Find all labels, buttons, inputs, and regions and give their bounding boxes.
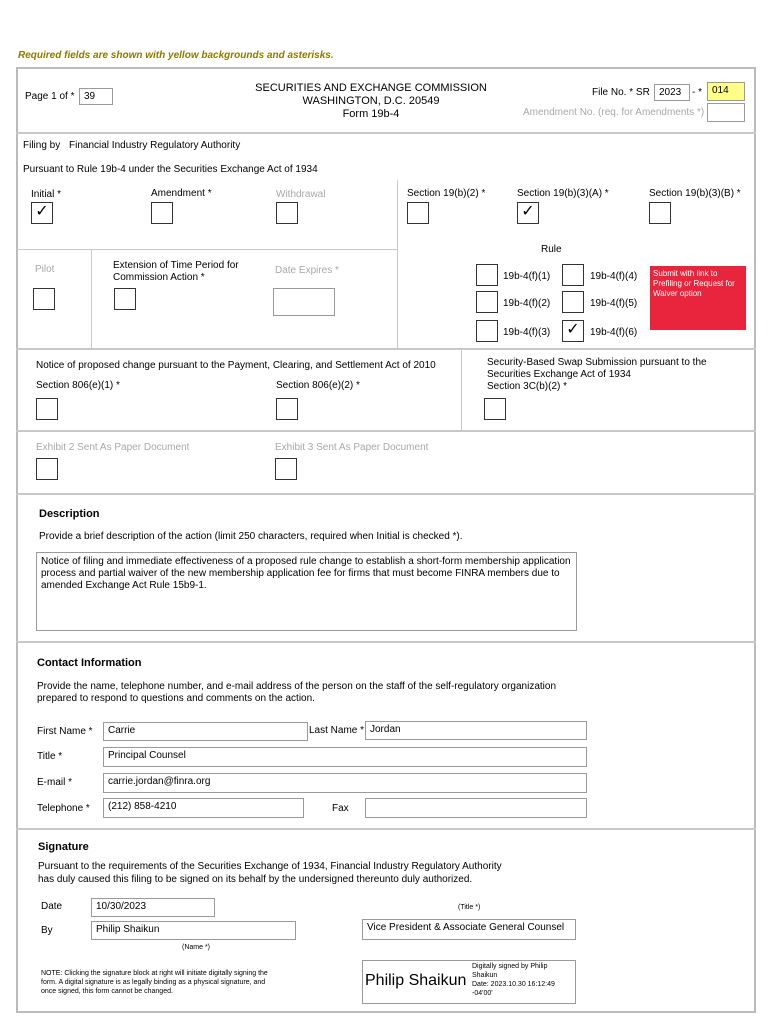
description-textarea[interactable]: [36, 552, 577, 631]
rule-f4-label: 19b-4(f)(4): [590, 271, 638, 282]
pilot-label: Pilot: [35, 264, 55, 275]
title-caption: (Title *): [458, 904, 481, 911]
signature-note-3: once signed, this form cannot be changed.: [41, 988, 173, 995]
rule-f2-label: 19b-4(f)(2): [503, 298, 551, 309]
exhibit-2-label: Exhibit 2 Sent As Paper Document: [36, 442, 190, 453]
contact-title: Contact Information: [37, 657, 142, 669]
signature-note-2: form. A digital signature is as legally binding as a physical signature, and: [41, 979, 266, 986]
rule-f5-checkbox[interactable]: [562, 291, 584, 313]
swap-label-3: Section 3C(b)(2) *: [487, 381, 568, 392]
fax-label: Fax: [332, 803, 349, 814]
description-title: Description: [39, 508, 100, 520]
rule-f3-checkbox[interactable]: [476, 320, 498, 342]
initial-checkbox[interactable]: ✓: [31, 202, 53, 224]
signature-text-2: has duly caused this filing to be signed on its behalf by the undersigned thereunto duly authorized.: [38, 874, 473, 885]
contact-instruction-1: Provide the name, telephone number, and e-mail address of the person on the staff of the self-regulatory organization: [37, 681, 557, 692]
amendment-check-label: Amendment *: [151, 188, 212, 199]
withdrawal-label: Withdrawal: [276, 189, 326, 200]
contact-instruction-2: prepared to respond to questions and comments on the action.: [37, 693, 315, 704]
date-label: Date: [41, 901, 63, 912]
signature-detail: Shaikun: [472, 972, 498, 979]
swap-label-1: Security-Based Swap Submission pursuant to the: [487, 357, 707, 368]
last-name-field[interactable]: Jordan: [365, 721, 587, 740]
divider: [16, 828, 756, 830]
signature-detail: -04'00': [472, 990, 493, 997]
rule-label: Rule: [541, 244, 562, 255]
file-no-label: File No. * SR: [592, 87, 650, 98]
swap-label-2: Securities Exchange Act of 1934: [487, 369, 631, 380]
divider: [16, 493, 756, 495]
divider: [16, 641, 756, 643]
section-806e2-checkbox[interactable]: [276, 398, 298, 420]
section-19b3a-checkbox[interactable]: ✓: [517, 202, 539, 224]
signature-detail: Date: 2023.10.30 16:12:49: [472, 981, 555, 988]
amendment-label: Amendment No. (req. for Amendments *): [523, 107, 705, 118]
rule-f6-checkbox[interactable]: ✓: [562, 320, 584, 342]
prefiling-waiver-note: Submit with link to Prefiling or Request for Waiver option: [650, 266, 746, 330]
first-name-label: First Name *: [37, 726, 93, 737]
extension-checkbox[interactable]: [114, 288, 136, 310]
section-806e1-label: Section 806(e)(1) *: [36, 380, 120, 391]
exhibit-3-label: Exhibit 3 Sent As Paper Document: [275, 442, 429, 453]
section-806e2-label: Section 806(e)(2) *: [276, 380, 360, 391]
divider: [16, 430, 756, 432]
amendment-checkbox[interactable]: [151, 202, 173, 224]
section-19b2-label: Section 19(b)(2) *: [407, 188, 486, 199]
by-label: By: [41, 925, 53, 936]
signature-title: Signature: [38, 841, 89, 853]
divider: [461, 348, 462, 430]
signer-name-field[interactable]: Philip Shaikun: [91, 921, 296, 940]
email-label: E-mail *: [37, 777, 73, 788]
date-expires-field[interactable]: [273, 288, 335, 316]
signature-name: Philip Shaikun: [365, 972, 467, 989]
file-number-field[interactable]: 014: [707, 82, 745, 101]
signature-text-1: Pursuant to the requirements of the Securities Exchange of 1934, Financial Industry Regulatory Authority: [38, 861, 502, 872]
title-field[interactable]: Principal Counsel: [103, 747, 587, 767]
divider: [91, 250, 92, 348]
section-3cb2-checkbox[interactable]: [484, 398, 506, 420]
title-label: Title *: [37, 751, 63, 762]
form-name: Form 19b-4: [342, 108, 400, 120]
filing-by-value: Financial Industry Regulatory Authority: [69, 140, 241, 151]
email-field[interactable]: carrie.jordan@finra.org: [103, 773, 587, 793]
extension-label-2: Commission Action *: [113, 272, 205, 283]
rule-f2-checkbox[interactable]: [476, 291, 498, 313]
extension-label-1: Extension of Time Period for: [113, 260, 239, 271]
section-19b3a-label: Section 19(b)(3)(A) *: [517, 188, 609, 199]
withdrawal-checkbox[interactable]: [276, 202, 298, 224]
description-line: Notice of filing and immediate effectiveness of a proposed rule change to establish a short-form membership application: [41, 556, 571, 567]
file-year-field[interactable]: 2023: [654, 84, 690, 101]
divider: [16, 348, 756, 350]
rule-f1-label: 19b-4(f)(1): [503, 271, 551, 282]
signature-note-1: NOTE: Clicking the signature block at right will initiate digitally signing the: [41, 970, 268, 977]
telephone-label: Telephone *: [37, 803, 90, 814]
telephone-field[interactable]: (212) 858-4210: [103, 798, 304, 818]
rule-f6-label: 19b-4(f)(6): [590, 327, 638, 338]
divider: [16, 249, 397, 250]
description-instruction: Provide a brief description of the action (limit 250 characters, required when Initial is checked *).: [39, 531, 463, 542]
amendment-field[interactable]: [707, 103, 745, 122]
date-expires-label: Date Expires *: [275, 265, 339, 276]
name-caption: (Name *): [182, 944, 211, 951]
section-806e1-checkbox[interactable]: [36, 398, 58, 420]
first-name-field[interactable]: Carrie: [103, 722, 308, 741]
section-19b3b-checkbox[interactable]: [649, 202, 671, 224]
rule-f5-label: 19b-4(f)(5): [590, 298, 638, 309]
digital-signature-block[interactable]: [362, 960, 576, 1004]
page-label: Page 1 of *: [25, 91, 75, 102]
file-dash: - *: [692, 87, 702, 98]
required-fields-note: Required fields are shown with yellow backgrounds and asterisks.: [18, 50, 334, 61]
signature-detail: Digitally signed by Philip: [472, 963, 548, 970]
agency-city: WASHINGTON, D.C. 20549: [302, 95, 440, 107]
last-name-label: Last Name *: [309, 725, 365, 736]
description-line: amended Exchange Act Rule 15b9-1.: [41, 580, 207, 591]
notice-title: Notice of proposed change pursuant to the Payment, Clearing, and Settlement Act of 2010: [36, 360, 436, 371]
fax-field[interactable]: [365, 798, 587, 818]
pilot-checkbox[interactable]: [33, 288, 55, 310]
date-field[interactable]: 10/30/2023: [91, 898, 215, 917]
rule-f4-checkbox[interactable]: [562, 264, 584, 286]
divider: [16, 132, 756, 134]
rule-f1-checkbox[interactable]: [476, 264, 498, 286]
rule-f3-label: 19b-4(f)(3): [503, 327, 551, 338]
section-19b3b-label: Section 19(b)(3)(B) *: [649, 188, 741, 199]
agency-title: SECURITIES AND EXCHANGE COMMISSION: [255, 82, 487, 94]
filing-by-label: Filing by: [23, 140, 61, 151]
exhibit-2-checkbox[interactable]: [36, 458, 58, 480]
exhibit-3-checkbox[interactable]: [275, 458, 297, 480]
description-line: process and partial waiver of the new membership application fee for firms that must become FINRA members due to: [41, 568, 560, 579]
page-total-field[interactable]: 39: [79, 88, 113, 105]
divider: [397, 180, 398, 348]
pursuant-text: Pursuant to Rule 19b-4 under the Securities Exchange Act of 1934: [23, 164, 318, 175]
section-19b2-checkbox[interactable]: [407, 202, 429, 224]
initial-label: Initial *: [31, 189, 62, 200]
signer-title-field[interactable]: Vice President & Associate General Counsel: [362, 919, 576, 940]
